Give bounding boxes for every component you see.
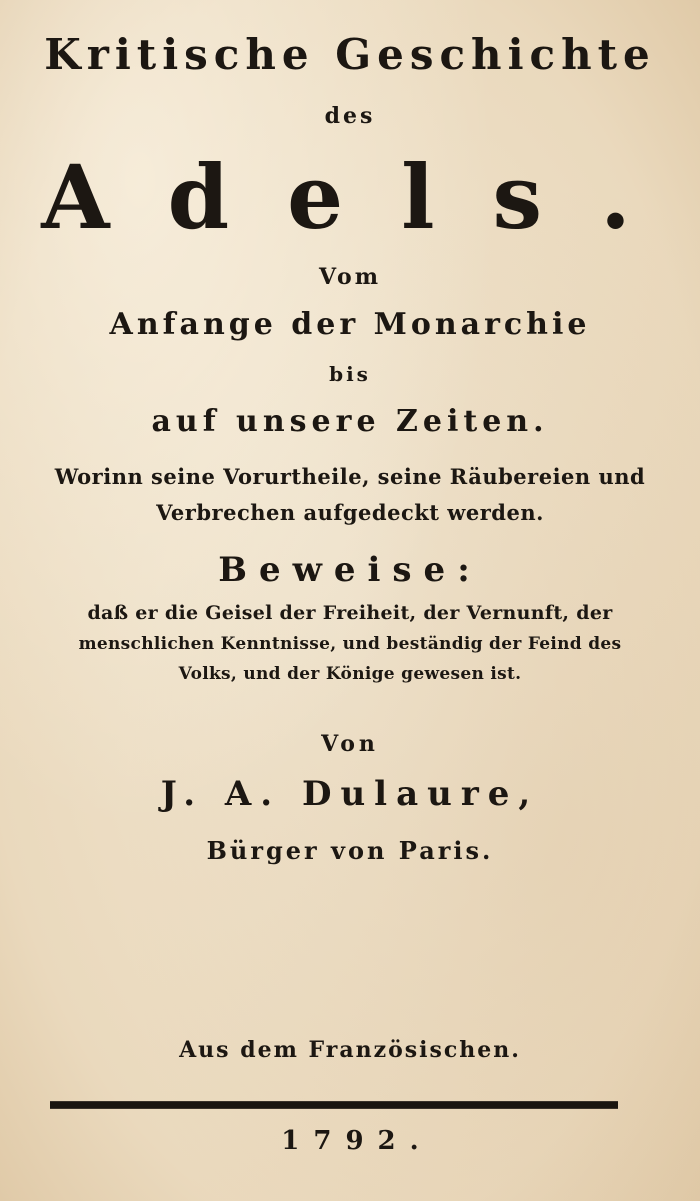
description-line-2: Verbrechen aufgedeckt werden. [156,500,544,525]
title-article: des [324,103,376,129]
subtitle-until: bis [329,362,371,386]
subtitle-beginning: Anfange der Monarchie [109,307,591,342]
proof-line-3: Volks, und der Könige gewesen ist. [178,664,522,684]
subtitle-from: Vom [318,264,381,290]
author-name: J. A. Dulaure, [160,774,540,814]
author-by: Von [321,731,379,757]
book-title: Kritische Geschichte [44,30,656,79]
description-line-1: Worinn seine Vorurtheile, seine Räubereien und [54,464,646,489]
title-main-word: Adels. [41,145,689,249]
divider-rule [50,1101,618,1109]
subtitle-times: auf unsere Zeiten. [151,404,549,439]
publication-year: 1792. [281,1126,433,1156]
proof-heading: Beweise: [218,550,482,590]
proof-line-1: daß er die Geisel der Freiheit, der Vernunft, der [87,602,613,624]
translation-note: Aus dem Französischen. [179,1037,521,1063]
author-citizen: Bürger von Paris. [206,836,494,865]
proof-line-2: menschlichen Kenntnisse, und beständig der Feind des [78,634,622,654]
